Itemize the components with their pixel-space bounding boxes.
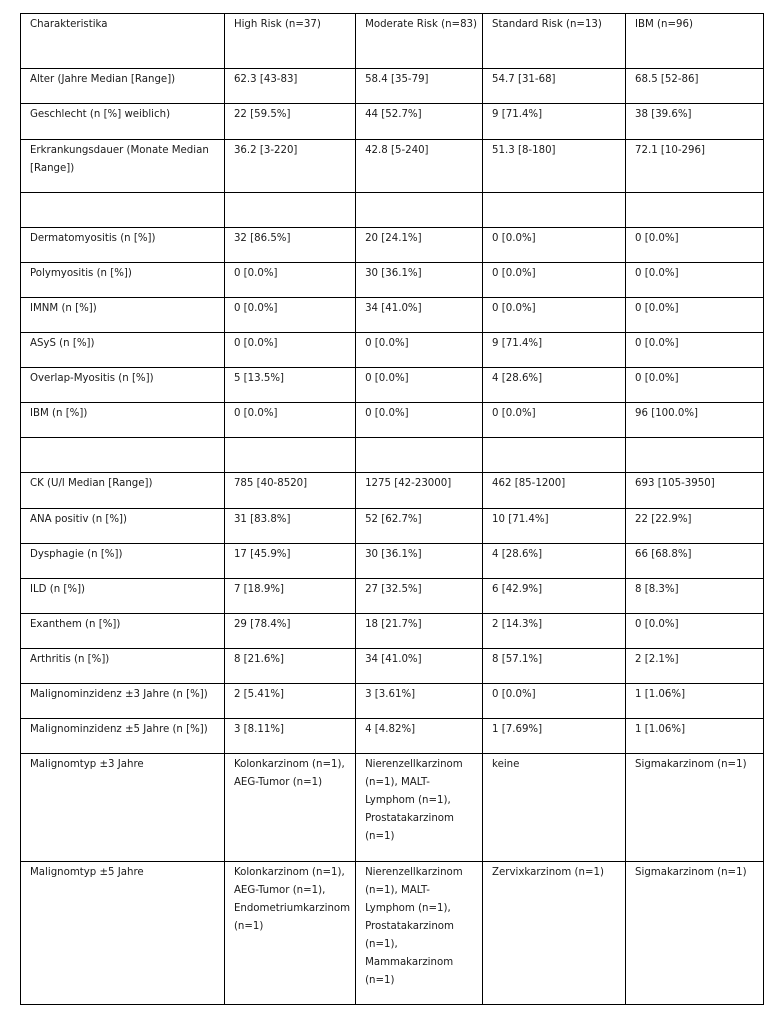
row-label: Malignomtyp ±3 Jahre [21, 754, 225, 862]
table-cell: 38 [39.6%] [626, 104, 764, 140]
table-cell: 9 [71.4%] [483, 104, 626, 140]
table-cell: 693 [105-3950] [626, 473, 764, 509]
table-row [21, 684, 764, 719]
row-label: Overlap-Myositis (n [%]) [21, 368, 225, 403]
table-row [21, 368, 764, 403]
table-cell [21, 193, 225, 228]
table-spacer-row [21, 193, 764, 228]
table-row [21, 228, 764, 263]
table-cell: 2 [14.3%] [483, 614, 626, 649]
table-cell: 0 [0.0%] [356, 333, 483, 368]
table-row [21, 403, 764, 438]
table-cell [483, 193, 626, 228]
row-label: ANA positiv (n [%]) [21, 509, 225, 544]
table-cell: 30 [36.1%] [356, 263, 483, 298]
table-cell [356, 438, 483, 473]
table-row [21, 862, 764, 1005]
table-cell: 68.5 [52-86] [626, 69, 764, 104]
column-header: Moderate Risk (n=83) [356, 14, 483, 69]
table-row [21, 754, 764, 862]
table-row [21, 719, 764, 754]
table-row [21, 509, 764, 544]
table-cell: 3 [8.11%] [224, 719, 355, 754]
table-row [21, 140, 764, 193]
row-label: IBM (n [%]) [21, 403, 225, 438]
row-label: Malignominzidenz ±5 Jahre (n [%]) [21, 719, 225, 754]
row-label: Dysphagie (n [%]) [21, 544, 225, 579]
table-cell: 1275 [42-23000] [356, 473, 483, 509]
row-label: Erkrankungsdauer (Monate Median [Range]) [21, 140, 225, 193]
table-cell: 0 [0.0%] [626, 228, 764, 263]
table-cell: 32 [86.5%] [224, 228, 355, 263]
table-cell: 4 [4.82%] [356, 719, 483, 754]
table-cell: 6 [42.9%] [483, 579, 626, 614]
table-cell: 462 [85-1200] [483, 473, 626, 509]
table-cell: 62.3 [43-83] [224, 69, 355, 104]
table-cell: 17 [45.9%] [224, 544, 355, 579]
table-cell: 8 [57.1%] [483, 649, 626, 684]
table-row [21, 614, 764, 649]
table-cell: 0 [0.0%] [483, 403, 626, 438]
table-cell: 27 [32.5%] [356, 579, 483, 614]
table-cell: 8 [8.3%] [626, 579, 764, 614]
row-label: CK (U/l Median [Range]) [21, 473, 225, 509]
table-header-row [21, 14, 764, 69]
table-cell: keine [483, 754, 626, 862]
table-cell: 2 [5.41%] [224, 684, 355, 719]
table-cell: 0 [0.0%] [626, 298, 764, 333]
table-cell: 1 [1.06%] [626, 719, 764, 754]
table-cell: 34 [41.0%] [356, 649, 483, 684]
table-cell: 31 [83.8%] [224, 509, 355, 544]
table-cell: 42.8 [5-240] [356, 140, 483, 193]
row-label: Dermatomyositis (n [%]) [21, 228, 225, 263]
table-row [21, 69, 764, 104]
table-cell: 66 [68.8%] [626, 544, 764, 579]
column-header: Standard Risk (n=13) [483, 14, 626, 69]
table-cell: 20 [24.1%] [356, 228, 483, 263]
table-row [21, 579, 764, 614]
table-cell: 0 [0.0%] [483, 298, 626, 333]
table-cell: Sigmakarzinom (n=1) [626, 754, 764, 862]
table-cell: 1 [7.69%] [483, 719, 626, 754]
table-cell: 34 [41.0%] [356, 298, 483, 333]
table-cell: Sigmakarzinom (n=1) [626, 862, 764, 1005]
table-cell: Zervixkarzinom (n=1) [483, 862, 626, 1005]
table-cell: 18 [21.7%] [356, 614, 483, 649]
table-cell: 52 [62.7%] [356, 509, 483, 544]
table-cell: Kolonkarzinom (n=1), AEG-Tumor (n=1) [224, 754, 355, 862]
table-cell: 4 [28.6%] [483, 368, 626, 403]
table-cell [356, 193, 483, 228]
table-cell: 96 [100.0%] [626, 403, 764, 438]
row-label: ILD (n [%]) [21, 579, 225, 614]
table-cell: 3 [3.61%] [356, 684, 483, 719]
table-cell: 0 [0.0%] [224, 403, 355, 438]
table-cell: 0 [0.0%] [483, 263, 626, 298]
table-cell [224, 438, 355, 473]
table-spacer-row [21, 438, 764, 473]
table-cell: 0 [0.0%] [224, 263, 355, 298]
table-cell: 10 [71.4%] [483, 509, 626, 544]
table-cell: Kolonkarzinom (n=1), AEG-Tumor (n=1), Endometriumkarzinom (n=1) [224, 862, 355, 1005]
table-cell: 1 [1.06%] [626, 684, 764, 719]
table-cell [224, 193, 355, 228]
table-cell: 51.3 [8-180] [483, 140, 626, 193]
table-row [21, 298, 764, 333]
table-cell: 72.1 [10-296] [626, 140, 764, 193]
row-label: Alter (Jahre Median [Range]) [21, 69, 225, 104]
table-row [21, 473, 764, 509]
row-label: Polymyositis (n [%]) [21, 263, 225, 298]
table-cell: 44 [52.7%] [356, 104, 483, 140]
characteristics-table [20, 13, 764, 1005]
table-row [21, 544, 764, 579]
table-cell: 9 [71.4%] [483, 333, 626, 368]
row-label: Arthritis (n [%]) [21, 649, 225, 684]
table-cell: 785 [40-8520] [224, 473, 355, 509]
row-label: IMNM (n [%]) [21, 298, 225, 333]
row-label: Malignomtyp ±5 Jahre [21, 862, 225, 1005]
table-cell: 5 [13.5%] [224, 368, 355, 403]
table-cell: 22 [59.5%] [224, 104, 355, 140]
row-label: Malignominzidenz ±3 Jahre (n [%]) [21, 684, 225, 719]
table-cell [21, 438, 225, 473]
table-row [21, 649, 764, 684]
column-header: High Risk (n=37) [224, 14, 355, 69]
table-cell: 0 [0.0%] [224, 333, 355, 368]
table-cell: 0 [0.0%] [483, 684, 626, 719]
table-cell [626, 438, 764, 473]
table-cell: 58.4 [35-79] [356, 69, 483, 104]
table-row [21, 104, 764, 140]
row-label: ASyS (n [%]) [21, 333, 225, 368]
table-cell: 22 [22.9%] [626, 509, 764, 544]
table-cell: 29 [78.4%] [224, 614, 355, 649]
table-cell: 0 [0.0%] [626, 614, 764, 649]
table-cell: 54.7 [31-68] [483, 69, 626, 104]
row-label: Exanthem (n [%]) [21, 614, 225, 649]
table-cell: 30 [36.1%] [356, 544, 483, 579]
table-cell: 4 [28.6%] [483, 544, 626, 579]
table-cell: 8 [21.6%] [224, 649, 355, 684]
table-cell: 0 [0.0%] [626, 368, 764, 403]
column-header: IBM (n=96) [626, 14, 764, 69]
table-cell: Nierenzellkarzinom (n=1), MALT-Lymphom (n=1), Prostatakarzinom (n=1), Mammakarzinom (n=1) [356, 862, 483, 1005]
table-cell: 0 [0.0%] [356, 403, 483, 438]
table-cell: 2 [2.1%] [626, 649, 764, 684]
table-cell: 7 [18.9%] [224, 579, 355, 614]
table-row [21, 263, 764, 298]
column-header: Charakteristika [21, 14, 225, 69]
table-cell: 36.2 [3-220] [224, 140, 355, 193]
table-cell: 0 [0.0%] [483, 228, 626, 263]
table-cell [626, 193, 764, 228]
table-cell: 0 [0.0%] [626, 333, 764, 368]
table-cell: 0 [0.0%] [224, 298, 355, 333]
table-cell: 0 [0.0%] [626, 263, 764, 298]
table-row [21, 333, 764, 368]
table-cell: 0 [0.0%] [356, 368, 483, 403]
row-label: Geschlecht (n [%] weiblich) [21, 104, 225, 140]
table-cell: Nierenzellkarzinom (n=1), MALT-Lymphom (n=1), Prostatakarzinom (n=1) [356, 754, 483, 862]
table-cell [483, 438, 626, 473]
